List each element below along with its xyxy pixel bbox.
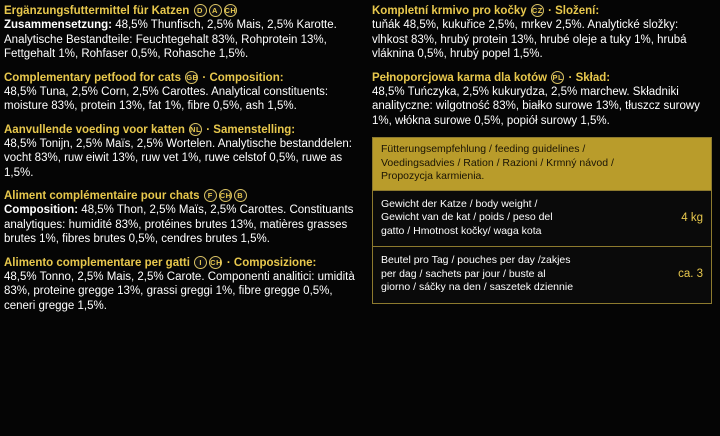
country-flags-gb xyxy=(184,72,199,84)
composition-text-fr: 48,5% Thon, 2,5% Maïs, 2,5% Carottes. Constituants analytiques: humidité 83%, protéines brutes 13%, matières grasses brutes 1%, fibres brutes 0,5%, cendres brutes 1,5%. xyxy=(4,204,354,245)
left-language-column xyxy=(0,0,366,322)
flag-icon: D xyxy=(194,4,207,17)
language-body-gb: 48,5% Tuna, 2,5% Corn, 2,5% Carottes. Analytical constituents: moisture 83%, protein 13%, fat 1%, fibre 0,5%, ash 1,5%. xyxy=(4,85,329,112)
composition-label-fr: Composition: xyxy=(4,204,79,216)
language-heading-gb xyxy=(4,71,356,85)
language-block-gb xyxy=(4,71,356,114)
heading-text-it: Alimento complementare per gatti xyxy=(4,256,190,269)
table-row xyxy=(373,190,711,247)
pouches-label-line-2: per dag / sachets par jour / buste al xyxy=(381,267,546,280)
language-block-de xyxy=(4,4,356,62)
flag-icon: CZ xyxy=(531,6,543,15)
feeding-header-line-2: Voedingsadvies / Ration / Razioni / Krmný návod / xyxy=(381,156,614,169)
country-flags-fr xyxy=(203,190,248,202)
composition-label-de: Zusammensetzung: xyxy=(4,19,112,31)
flag-icon: F xyxy=(204,189,217,202)
flag-icon: GB xyxy=(186,72,199,82)
pouches-label-line-1: Beutel pro Tag / pouches per day /zakjes xyxy=(381,254,571,266)
flag-icon: PL xyxy=(552,72,564,82)
heading-tail-it: Composizione: xyxy=(233,256,317,269)
flag-icon: A xyxy=(209,4,222,17)
flag-icon: CH xyxy=(219,191,232,200)
heading-tail-nl: Samenstelling: xyxy=(213,123,296,136)
heading-bullet-cz: · xyxy=(548,5,552,17)
pouches-per-day-value: ca. 3 xyxy=(678,268,703,281)
heading-bullet-it: · xyxy=(226,256,231,269)
heading-text-cz: Kompletní krmivo pro kočky xyxy=(372,5,527,17)
flag-icon: NL xyxy=(190,124,202,134)
heading-text-de: Ergänzungsfuttermittel für Katzen xyxy=(4,5,190,17)
language-block-pl xyxy=(372,71,712,129)
heading-tail-cz: Složení: xyxy=(555,5,600,17)
heading-text-pl: Pełnoporcjowa karma dla kotów xyxy=(372,71,548,84)
language-heading-pl xyxy=(372,71,712,85)
language-block-fr xyxy=(4,189,356,247)
country-flags-pl xyxy=(550,72,565,84)
flag-icon: I xyxy=(194,256,207,269)
body-weight-value: 4 kg xyxy=(681,211,703,224)
language-heading-it xyxy=(4,256,356,270)
language-body-nl: 48,5% Tonijn, 2,5% Maïs, 2,5% Wortelen. Analytische bestanddelen: vocht 83%, ruw eiwit 13%, ruw vet 1%, ruwe celstof 0,5%, ruwe as 1,5%. xyxy=(4,137,352,179)
composition-text-de: 48,5% Thunfisch, 2,5% Mais, 2,5% Karotte. Analytische Bestandteile: Feuchtegehalt 83%, Rohprotein 13%, Fettgehalt 1%, Rohfaser 0,5%, Rohasche 1,5%. xyxy=(4,19,337,60)
language-block-it xyxy=(4,256,356,314)
feeding-guidelines-table xyxy=(372,137,712,304)
heading-bullet-gb: · xyxy=(202,71,207,84)
body-weight-labels xyxy=(381,198,645,239)
heading-bullet-pl: · xyxy=(568,71,573,84)
language-heading-fr xyxy=(4,189,356,203)
right-language-column xyxy=(366,0,720,304)
language-body-it: 48,5% Tonno, 2,5% Mais, 2,5% Carote. Componenti analitici: umidità 83%, proteine gregge 13%, grassi greggi 1%, fibre gregge 0,5%, ceneri gregge 1,5%. xyxy=(4,270,355,312)
flag-icon: CH xyxy=(210,257,223,267)
language-body-pl: 48,5% Tuńczyka, 2,5% kukurydza, 2,5% marchew. Składniki analityczne: wilgotność 83%, białko surowe 13%, tłuszcz surowy 1%, włókna surowe 0,5%, popiół surowy 1,5%. xyxy=(372,85,700,127)
language-heading-cz xyxy=(372,4,712,18)
heading-text-nl: Aanvullende voeding voor katten xyxy=(4,123,185,136)
body-weight-label-line-3: gatto / Hmotnost kočky/ waga kota xyxy=(381,224,542,237)
heading-text-fr: Aliment complémentaire pour chats xyxy=(4,190,200,202)
language-heading-de xyxy=(4,4,356,18)
feeding-header-line-1: Fütterungsempfehlung / feeding guidelines / xyxy=(381,143,586,155)
language-block-nl xyxy=(4,123,356,181)
heading-bullet-nl: · xyxy=(206,123,211,136)
language-body-fr xyxy=(4,203,356,247)
country-flags-de xyxy=(193,5,238,17)
heading-text-gb: Complementary petfood for cats xyxy=(4,71,181,84)
language-body-de xyxy=(4,18,356,62)
body-weight-label-line-2: Gewicht van de kat / poids / peso del xyxy=(381,211,553,223)
feeding-header-line-3: Propozycja karmienia. xyxy=(381,170,485,182)
flag-icon: CH xyxy=(224,6,237,15)
country-flags-cz xyxy=(530,5,545,17)
country-flags-it xyxy=(193,257,227,269)
heading-tail-gb: Composition: xyxy=(209,71,284,84)
language-body-cz: tuňák 48,5%, kukuřice 2,5%, mrkev 2,5%. Analytické složky: vlhkost 83%, hrubý protein 13%, hrubé oleje a tuky 1%, hrubá vláknina 0,5%, hrubý popel 1,5%. xyxy=(372,19,687,60)
pouches-label-line-3: giorno / sáčky na den / saszetek dziennie xyxy=(381,281,574,293)
language-heading-nl xyxy=(4,123,356,137)
heading-tail-pl: Skład: xyxy=(575,71,611,84)
body-weight-label-line-1: Gewicht der Katze / body weight / xyxy=(381,197,538,210)
feeding-guidelines-header xyxy=(373,138,711,190)
pouches-per-day-labels xyxy=(381,254,645,295)
table-row xyxy=(373,246,711,303)
language-block-cz xyxy=(372,4,712,62)
country-flags-nl xyxy=(188,124,203,136)
flag-icon: B xyxy=(234,189,247,202)
